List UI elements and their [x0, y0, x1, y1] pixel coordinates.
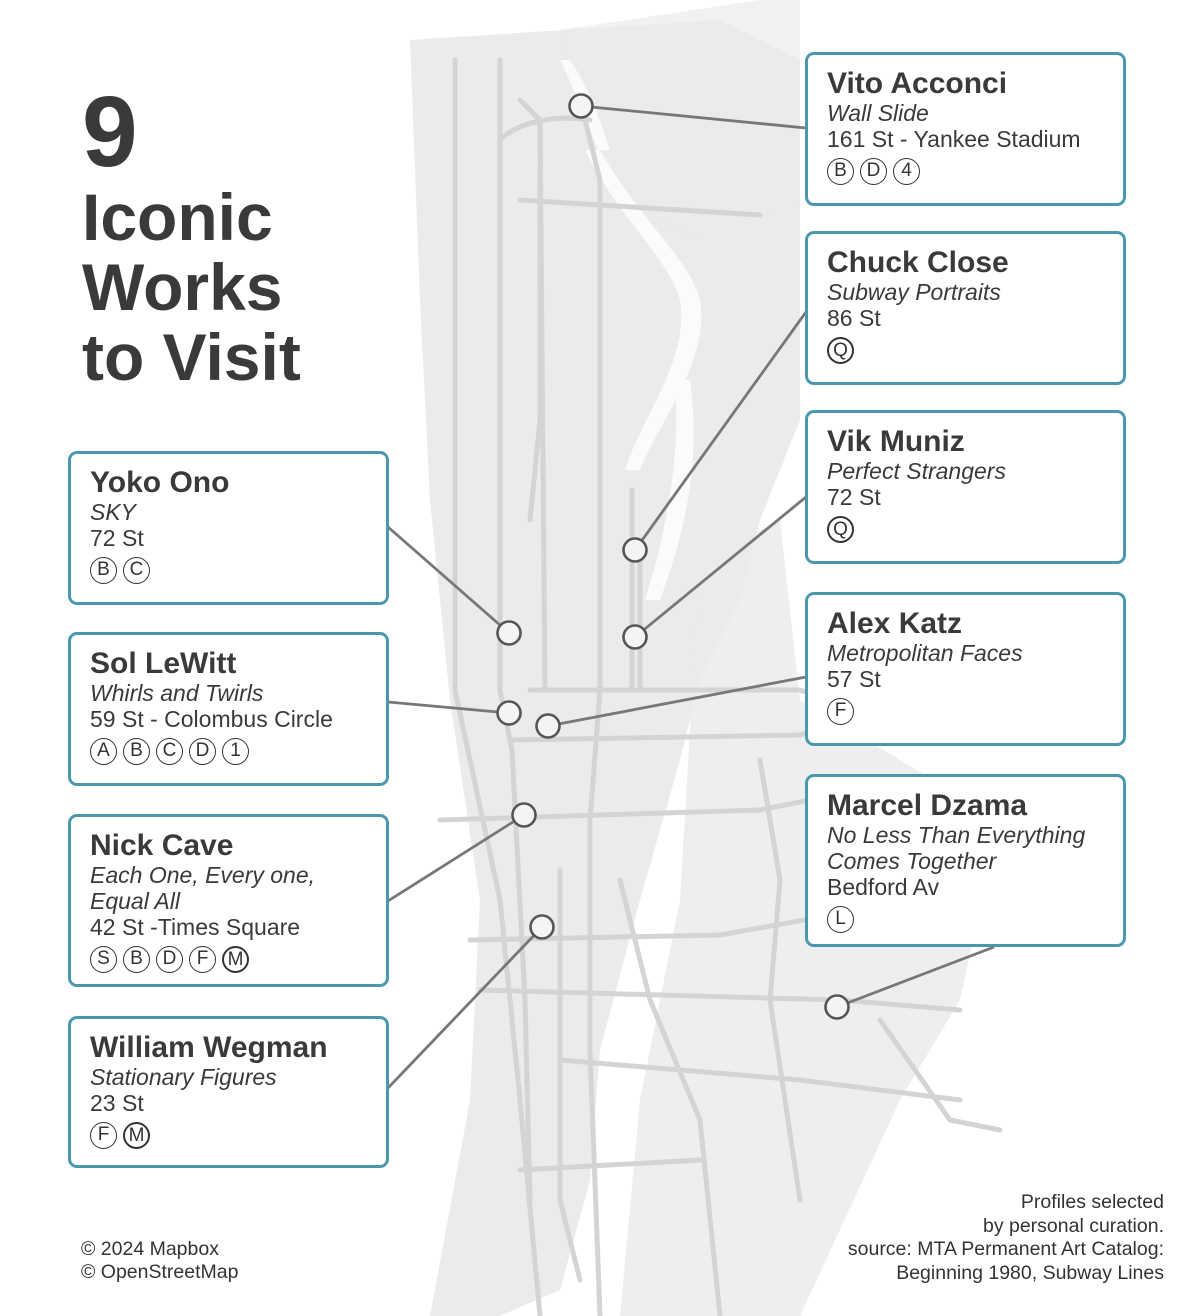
marker-161-st [570, 95, 593, 118]
marker-42-st [513, 804, 536, 827]
subway-lines [827, 337, 1105, 367]
marker-72-st-q [624, 626, 647, 649]
route-badge: Q [827, 337, 854, 364]
route-badge: D [189, 738, 216, 765]
artist-name: Yoko Ono [90, 466, 230, 499]
route-badge: B [123, 738, 150, 765]
title-number: 9 [82, 76, 136, 188]
source-note-line: Beginning 1980, Subway Lines [896, 1261, 1164, 1284]
artwork-title: Comes Together [827, 848, 997, 874]
marker-57-st [537, 715, 560, 738]
artwork-title: Subway Portraits [827, 279, 1001, 305]
artwork-title: No Less Than Everything [827, 822, 1086, 848]
artwork-card-katz[interactable] [805, 592, 1126, 746]
route-badge: M [222, 946, 249, 973]
marker-72-st-bc [498, 622, 521, 645]
route-badge: D [156, 946, 183, 973]
marker-bedford-av [826, 996, 849, 1019]
artwork-card-wegman[interactable] [68, 1016, 389, 1168]
source-note-line: source: MTA Permanent Art Catalog: [847, 1238, 1164, 1260]
artist-name: Sol LeWitt [90, 647, 237, 680]
route-badge: D [860, 158, 887, 185]
station-name: 72 St [827, 484, 881, 510]
attribution-line: © 2024 Mapbox [81, 1238, 219, 1260]
route-badge: B [90, 557, 117, 584]
artist-name: Vik Muniz [827, 425, 965, 458]
map-attribution [81, 1238, 238, 1284]
artist-name: Vito Acconci [827, 67, 1008, 100]
artwork-title: Perfect Strangers [827, 458, 1006, 484]
artwork-title: Metropolitan Faces [827, 640, 1023, 666]
station-name: 72 St [90, 525, 144, 551]
station-name: Bedford Av [827, 874, 940, 900]
route-badge: A [90, 738, 117, 765]
route-badge: C [123, 557, 150, 584]
route-badge: B [827, 158, 854, 185]
artist-name: Alex Katz [827, 607, 963, 640]
station-name: 23 St [90, 1090, 144, 1116]
artwork-title: Each One, Every one, [90, 862, 316, 888]
route-badge: B [123, 946, 150, 973]
artwork-title: Whirls and Twirls [90, 680, 264, 706]
marker-23-st [531, 916, 554, 939]
station-name: 59 St - Colombus Circle [90, 706, 333, 732]
artwork-title: SKY [90, 499, 137, 525]
title-block [82, 76, 301, 394]
artwork-card-muniz[interactable] [805, 410, 1126, 564]
artwork-card-cave[interactable] [68, 814, 389, 987]
route-badge: S [90, 946, 117, 973]
artwork-title: Equal All [90, 888, 180, 914]
marker-86-st [624, 539, 647, 562]
attribution-line: © OpenStreetMap [81, 1261, 239, 1283]
subway-lines [827, 906, 1105, 936]
route-badge: Q [827, 516, 854, 543]
artwork-card-acconci[interactable] [805, 52, 1126, 206]
source-note [848, 1191, 1164, 1285]
route-badge: F [90, 1122, 117, 1149]
route-badge: 1 [222, 738, 249, 765]
title-line: to Visit [82, 320, 301, 394]
artwork-card-lewitt[interactable] [68, 632, 389, 786]
station-name: 57 St [827, 666, 881, 692]
artist-name: Nick Cave [90, 829, 234, 862]
route-badge: L [827, 906, 854, 933]
source-note-line: by personal curation. [982, 1214, 1164, 1237]
artwork-card-ono[interactable] [68, 451, 389, 605]
marker-59-st [498, 702, 521, 725]
subway-lines [827, 516, 1105, 546]
subway-lines [827, 698, 1105, 728]
subway-lines [90, 557, 368, 587]
source-note-line: Profiles selected [1020, 1191, 1164, 1213]
route-badge: C [156, 738, 183, 765]
artwork-card-dzama[interactable] [805, 774, 1126, 947]
title-line: Iconic [82, 180, 273, 254]
artwork-title: Wall Slide [827, 100, 929, 126]
route-badge: F [189, 946, 216, 973]
artist-name: William Wegman [90, 1031, 328, 1064]
artist-name: Marcel Dzama [827, 789, 1028, 822]
subway-lines [90, 738, 368, 768]
route-badge: F [827, 698, 854, 725]
subway-lines [90, 1122, 368, 1152]
route-badge: M [123, 1122, 150, 1149]
artwork-title: Stationary Figures [90, 1064, 277, 1090]
route-badge: 4 [893, 158, 920, 185]
subway-lines [827, 158, 1105, 188]
artwork-card-close[interactable] [805, 231, 1126, 385]
station-name: 42 St -Times Square [90, 914, 301, 940]
title-line: Works [82, 250, 283, 324]
station-name: 161 St - Yankee Stadium [827, 126, 1081, 152]
station-name: 86 St [827, 305, 881, 331]
subway-lines [90, 946, 368, 976]
artist-name: Chuck Close [827, 246, 1009, 279]
